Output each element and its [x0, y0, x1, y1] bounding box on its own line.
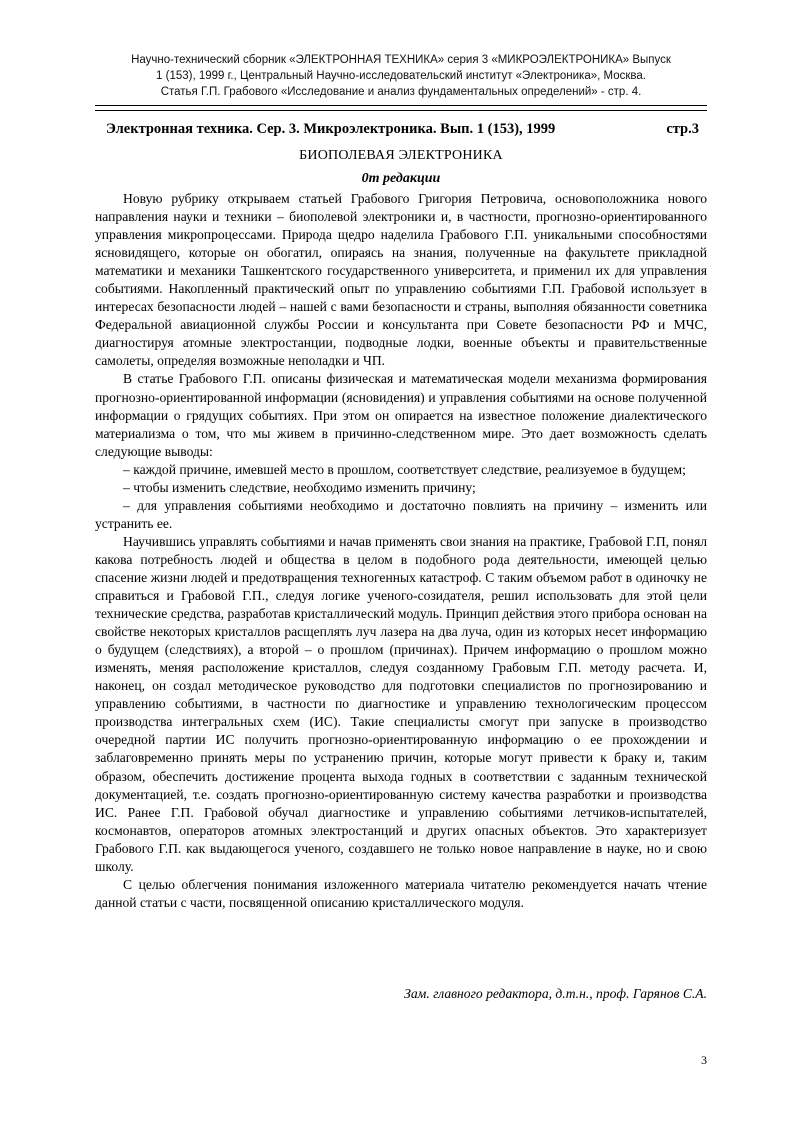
- header-divider-bottom: [95, 110, 707, 111]
- collection-header: [95, 52, 707, 100]
- list-item: – чтобы изменить следствие, необходимо изменить причину;: [123, 479, 476, 495]
- paragraph: Новую рубрику открываем статьей Грабового Григория Петровича, основоположника нового направления науки и техники – биополевой электроники и, в частности, прогнозно-ориентированного управления микропроцессами. Природа щедро наделила Грабового Г.П. уникальными способностями ясновидящего, которые он обогатил, опираясь на знания, полученные на факультете прикладной математики и механики Ташкентского государственного университета, и применил их для управления событиями. Накопленный практический опыт по управлению событиями Г.П. Грабовой использует в интересах безопасности людей – нашей с вами безопасности и страны, выполняя обязанности советника Федеральной авиационной службы России и консультанта при Совете безопасности РФ и МЧС, диагностируя атомные электростанции, подводные лодки, военные объекты и правительственные самолеты, определяя возможные неполадки и ЧП.: [95, 191, 707, 369]
- editorial-heading: 0т редакции: [361, 171, 441, 186]
- list-item: – для управления событиями необходимо и достаточно повлиять на причину – изменить или устранить ее.: [95, 497, 707, 531]
- paragraph: В статье Грабового Г.П. описаны физическая и математическая модели механизма формирования прогнозно-ориентированной информации (ясновидения) и управления событиями на основе полученной информации о грядущих событиях. При этом он опирается на известное положение диалектического материализма о том, что мы живем в причинно-следственном мире. Это дает возможность сделать следующие выводы:: [95, 371, 707, 459]
- paragraph: Научившись управлять событиями и начав применять свои знания на практике, Грабовой Г.П, понял какова потребность людей и общества в целом в подобного рода деятельности, имеющей целью спасение жизни людей и предотвращения техногенных катастроф. С таким объемом работ в одиночку не справиться и Грабовой Г.П., следуя логике ученого-созидателя, решил использовать для этой цели технические средства, разработав кристаллический модуль. Принцип действия этого прибора основан на свойстве некоторых кристаллов расщеплять луч лазера на два луча, один из которых несет информацию о будущем (следствиях), а второй – о прошлом (причинах). Причем информацию о прошлом можно изменять, меняя расположение кристаллов, следуя созданному Грабовым Г.П. методу расчета. И, наконец, он создал методическое руководство для подготовки специалистов по прогнозированию и управлению событиями, в частности по диагностике и управлению технологическим процессом производства интегральных схем (ИС). Такие специалисты смогут при запуске в производство очередной партии ИС получить прогнозно-ориентированную информацию о ее прохождении и заблаговременно принять меры по устранению причин, которые могут привести к браку и, таким образом, обеспечить достижение процента выхода годных в соответствии с заданным технической документацией, т.е. создать прогнозно-ориентированную систему качества разработки и производства ИС. Ранее Г.П. Грабовой обучал диагностике и управлению событиями летчиков-испытателей, космонавтов, операторов атомных электростанций и других опасных объектов. Это характеризует Грабового Г.П. как выдающегося ученого, создавшего не только новое направление в науке, но и свою школу.: [95, 533, 707, 874]
- editor-signature: Зам. главного редактора, д.т.н., проф. Гарянов С.А.: [404, 986, 707, 1001]
- journal-title: Электронная техника. Сер. 3. Микроэлектроника. Вып. 1 (153), 1999: [106, 121, 556, 137]
- header-line-2: 1 (153), 1999 г., Центральный Научно-исследовательский институт «Электроника», Москва.: [156, 70, 646, 82]
- list-item: – каждой причине, имевшей место в прошлом, соответствует следствие, реализуемое в будущем;: [123, 461, 686, 477]
- header-line-3: Статья Г.П. Грабового «Исследование и анализ фундаментальных определений» - стр. 4.: [160, 86, 642, 98]
- article-body: [95, 190, 707, 912]
- journal-page-ref: стр.3: [666, 121, 699, 137]
- header-line-1: Научно-технический сборник «ЭЛЕКТРОННАЯ ТЕХНИКА» серия 3 «МИКРОЭЛЕКТРОНИКА» Выпуск: [131, 54, 671, 66]
- journal-line: [106, 120, 699, 138]
- rubric-title: БИОПОЛЕВАЯ ЭЛЕКТРОНИКА: [299, 148, 503, 163]
- paragraph: С целью облегчения понимания изложенного материала читателю рекомендуется начать чтение данной статьи с части, посвященной описанию кристаллического модуля.: [95, 876, 707, 910]
- page-number: 3: [701, 1053, 707, 1067]
- header-divider-top: [95, 105, 707, 106]
